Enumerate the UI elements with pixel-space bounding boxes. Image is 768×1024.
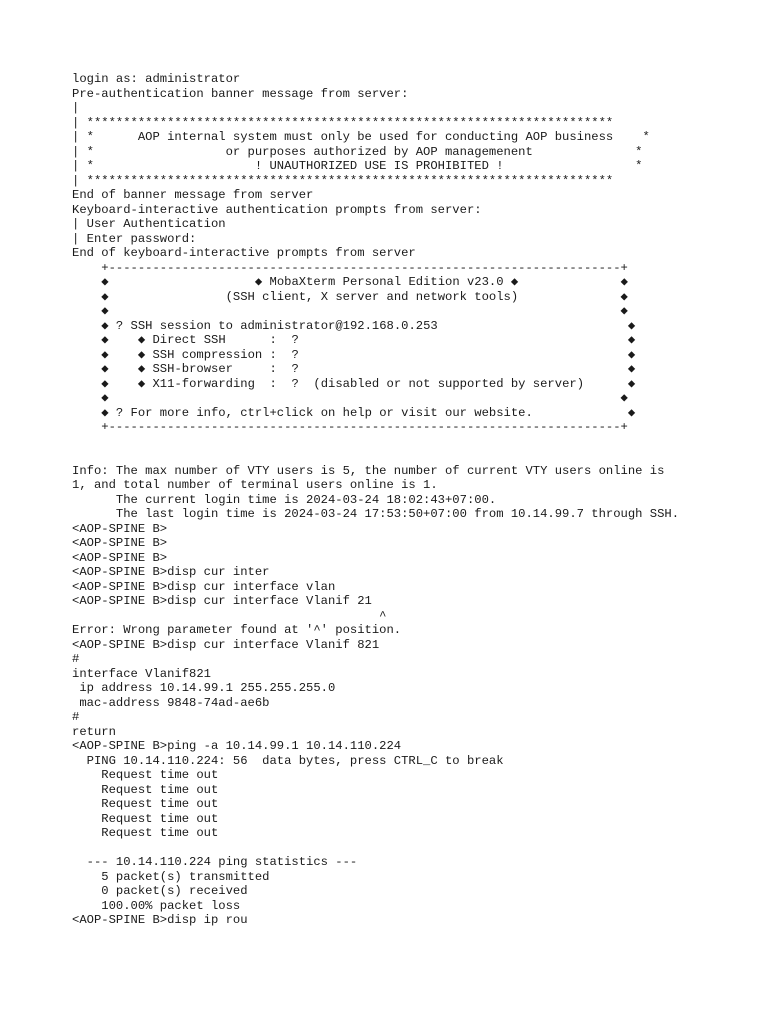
terminal-line: Pre-authentication banner message from server: — [72, 86, 409, 101]
terminal-line: <AOP-SPINE B>disp cur interface Vlanif 21 — [72, 594, 372, 608]
terminal-line: | * AOP internal system must only be used for conducting AOP business * — [72, 130, 650, 144]
terminal-line: 100.00% packet loss — [72, 898, 241, 913]
terminal-line: Request time out — [72, 768, 219, 782]
terminal-line: <AOP-SPINE B>ping -a 10.14.99.1 10.14.110.224 — [72, 739, 402, 753]
terminal-line: mac-address 9848-74ad-ae6b — [72, 695, 270, 710]
terminal-line — [72, 449, 762, 464]
terminal-line: | Enter password: — [72, 231, 197, 246]
terminal-line: | User Authentication — [72, 217, 226, 231]
terminal-line: <AOP-SPINE B> — [72, 536, 168, 550]
terminal-output[interactable] — [72, 72, 762, 928]
terminal-line: ◆ ◆ SSH compression : ? ◆ — [72, 347, 636, 362]
terminal-line: ^ — [72, 608, 387, 623]
terminal-line: | * ! UNAUTHORIZED USE IS PROHIBITED ! * — [72, 159, 643, 173]
terminal-line: --- 10.14.110.224 ping statistics --- — [72, 855, 358, 869]
terminal-line: ◆ ? SSH session to administrator@192.168.0.253 ◆ — [72, 318, 636, 333]
terminal-line: The current login time is 2024-03-24 18:02:43+07:00. — [72, 492, 497, 507]
terminal-line: | ************************************************************************ — [72, 173, 614, 188]
terminal-line: Request time out — [72, 797, 219, 811]
terminal-line: The last login time is 2024-03-24 17:53:50+07:00 from 10.14.99.7 through SSH. — [72, 507, 680, 521]
terminal-line: ◆ ◆ — [72, 304, 628, 318]
terminal-line: Error: Wrong parameter found at '^' position. — [72, 623, 402, 637]
terminal-line: <AOP-SPINE B>disp cur interface Vlanif 821 — [72, 637, 380, 652]
terminal-line: ◆ ◆ MobaXterm Personal Edition v23.0 ◆ ◆ — [72, 275, 628, 289]
terminal-line: End of keyboard-interactive prompts from server — [72, 246, 416, 260]
terminal-line: <AOP-SPINE B>disp ip rou — [72, 913, 248, 927]
terminal-line: return — [72, 724, 116, 739]
terminal-line: <AOP-SPINE B> — [72, 550, 168, 565]
terminal-line: <AOP-SPINE B>disp cur interface vlan — [72, 579, 336, 594]
terminal-line: # — [72, 710, 80, 724]
terminal-line — [72, 841, 762, 856]
terminal-line: # — [72, 652, 80, 666]
terminal-line: 0 packet(s) received — [72, 884, 248, 898]
terminal-line: 5 packet(s) transmitted — [72, 869, 270, 884]
terminal-line: <AOP-SPINE B>disp cur inter — [72, 565, 270, 579]
terminal-line: ◆ ◆ X11-forwarding : ? (disabled or not supported by server) ◆ — [72, 376, 636, 391]
terminal-line: Keyboard-interactive authentication prompts from server: — [72, 202, 482, 217]
terminal-line: | ************************************************************************ — [72, 115, 614, 130]
terminal-line: interface Vlanif821 — [72, 666, 211, 681]
terminal-line: PING 10.14.110.224: 56 data bytes, press CTRL_C to break — [72, 753, 504, 768]
terminal-line: Info: The max number of VTY users is 5, the number of current VTY users online is — [72, 463, 665, 478]
terminal-line: ◆ ◆ Direct SSH : ? ◆ — [72, 333, 636, 347]
terminal-line: 1, and total number of terminal users online is 1. — [72, 478, 438, 492]
terminal-line: | — [72, 101, 80, 115]
terminal-line: <AOP-SPINE B> — [72, 521, 168, 536]
terminal-line: Request time out — [72, 782, 219, 797]
terminal-line: | * or purposes authorized by AOP managemenent * — [72, 144, 643, 159]
terminal-line: Request time out — [72, 811, 219, 826]
terminal-line: login as: administrator — [72, 72, 241, 86]
terminal-line: ip address 10.14.99.1 255.255.255.0 — [72, 681, 336, 695]
terminal-line: ◆ ◆ — [72, 391, 628, 405]
terminal-line: +----------------------------------------------------------------------+ — [72, 420, 628, 434]
terminal-line: +----------------------------------------------------------------------+ — [72, 260, 628, 275]
terminal-line: ◆ ◆ SSH-browser : ? ◆ — [72, 362, 636, 376]
terminal-line: ◆ (SSH client, X server and network tools) ◆ — [72, 289, 628, 304]
terminal-line: ◆ ? For more info, ctrl+click on help or visit our website. ◆ — [72, 405, 636, 420]
terminal-line — [72, 435, 762, 450]
terminal-line: Request time out — [72, 826, 219, 840]
terminal-line: End of banner message from server — [72, 188, 314, 202]
